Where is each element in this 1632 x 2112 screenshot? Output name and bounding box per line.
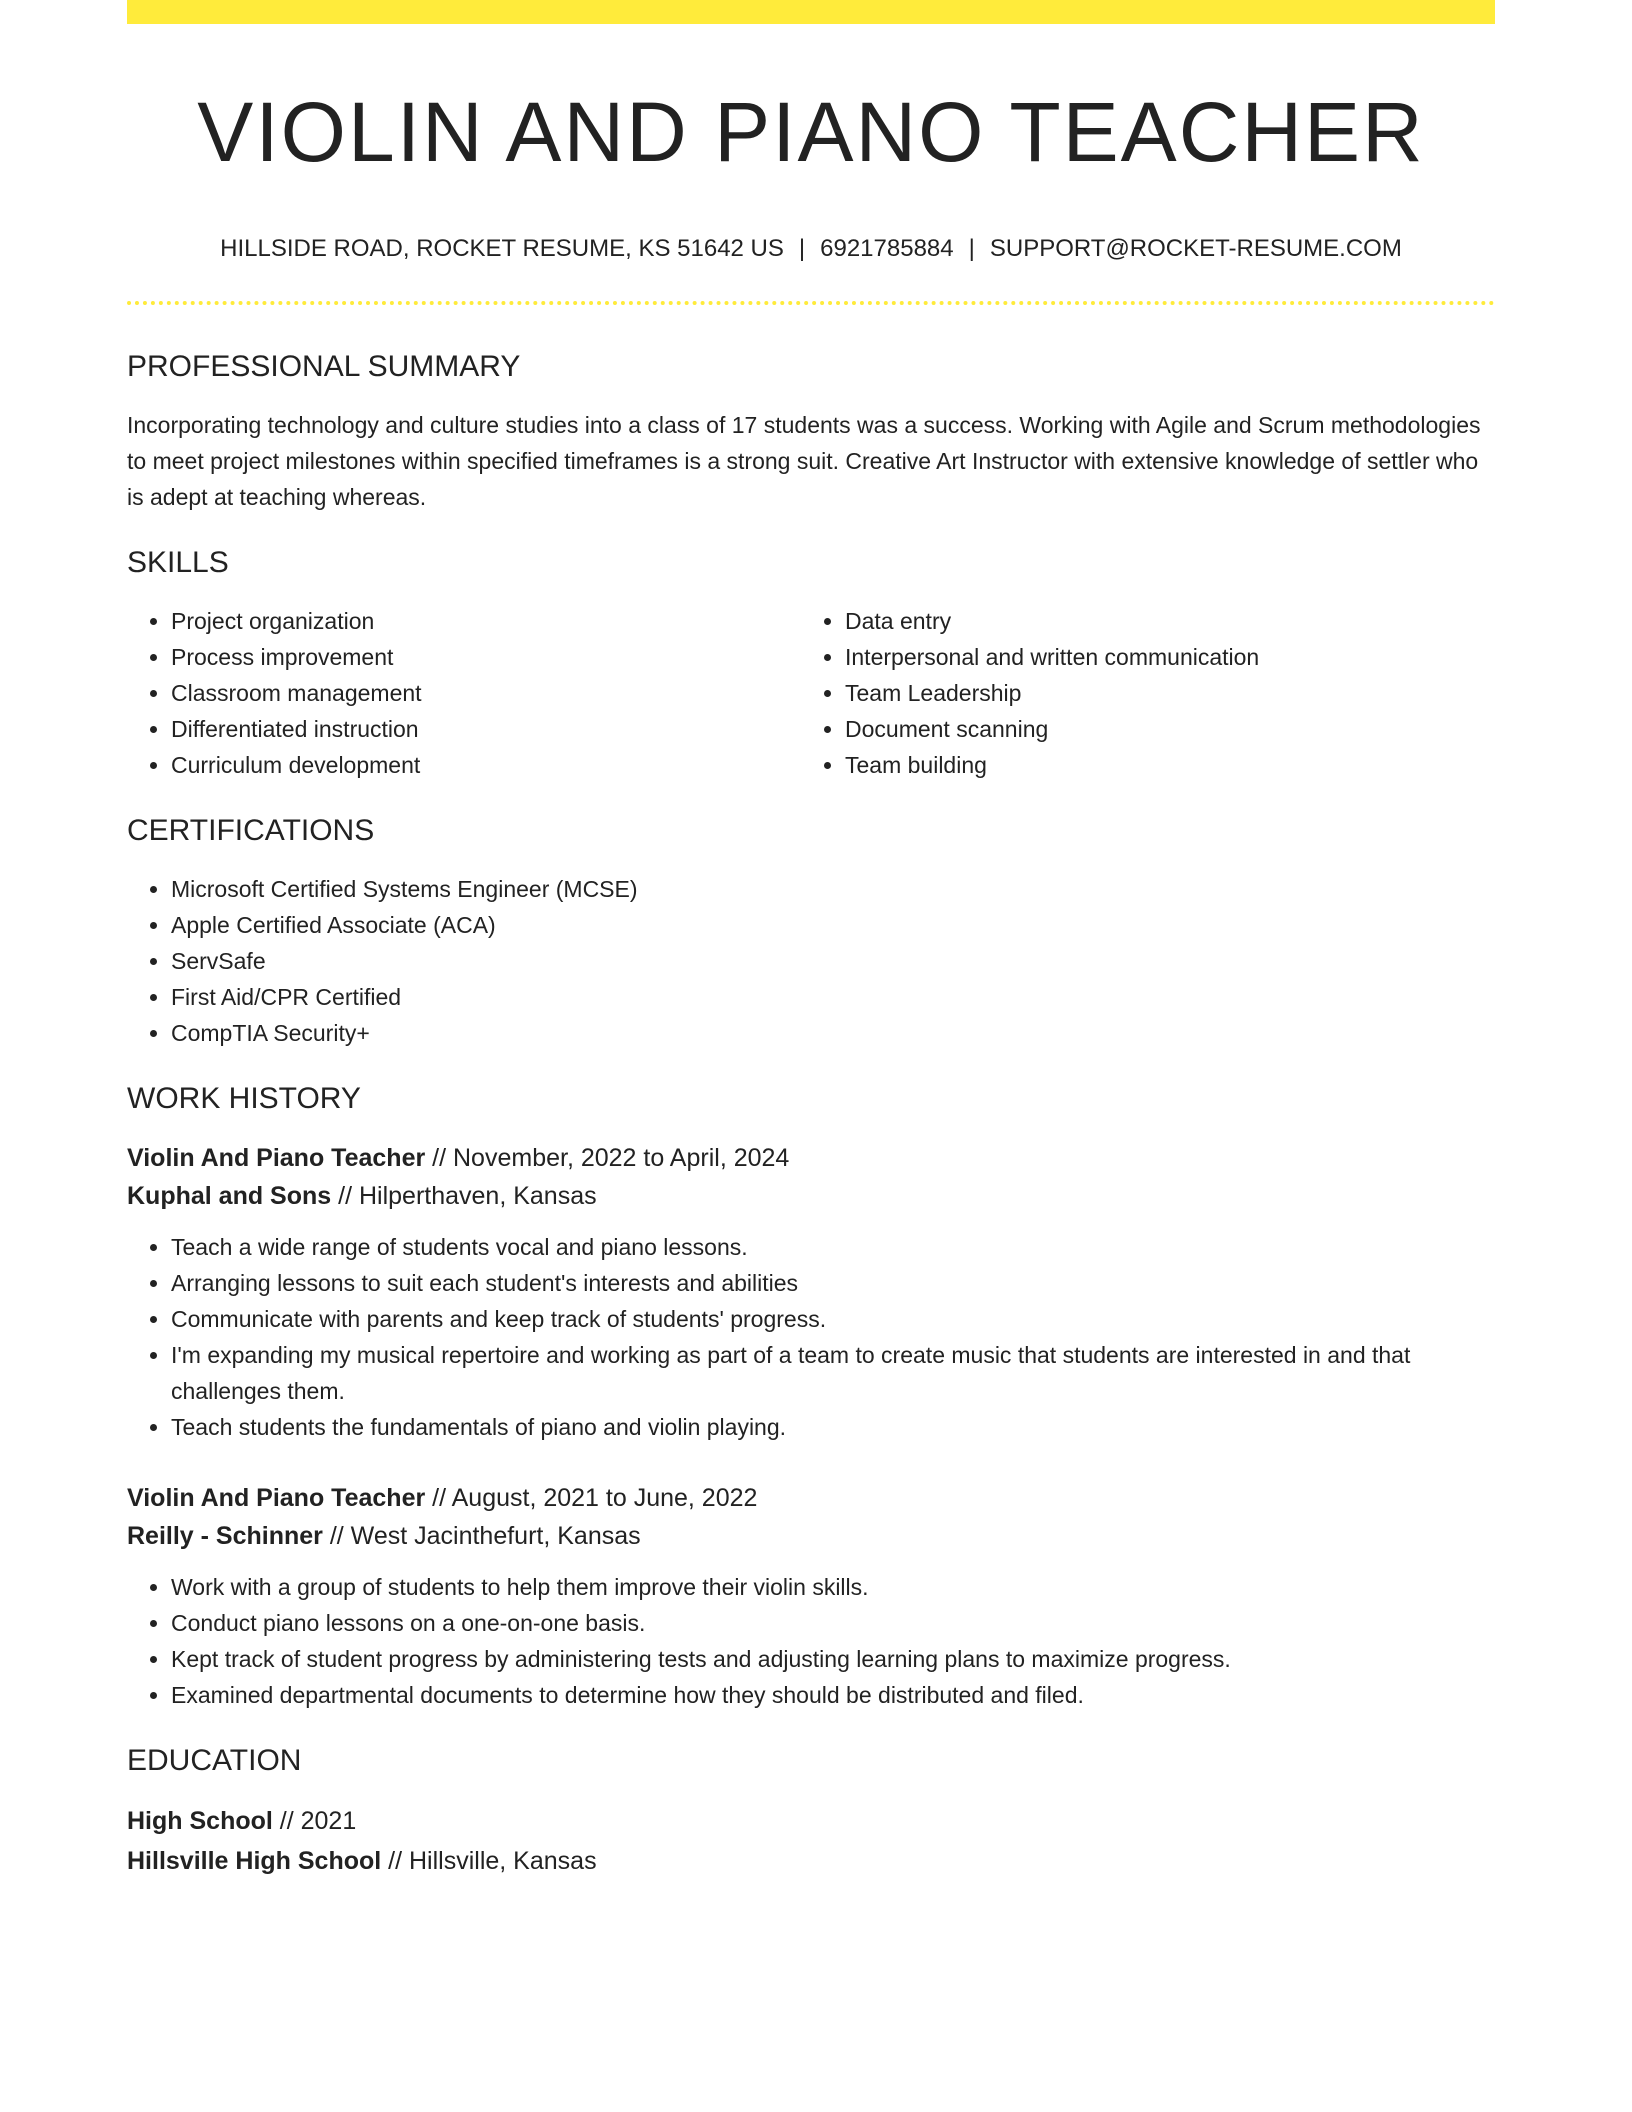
job-duty-item: • Teach a wide range of students vocal and piano lessons. xyxy=(171,1229,1495,1265)
job-company: Kuphal and Sons xyxy=(127,1182,332,1210)
contact-separator: | xyxy=(968,235,975,262)
summary-heading: PROFESSIONAL SUMMARY xyxy=(127,350,521,383)
certification-item: • Microsoft Certified Systems Engineer (MCSE) xyxy=(171,871,1495,907)
job-title-line xyxy=(127,1139,1495,1177)
skill-item: • Document scanning xyxy=(845,711,1475,747)
summary-text: Incorporating technology and culture studies into a class of 17 students was a success. Working with Agile and Scrum methodologies to meet project milestones within specified timeframes is a strong suit. Creative Art Instructor with extensive knowledge of settler who is adept at teaching whereas. xyxy=(127,412,1481,510)
job-location: // Hilperthaven, Kansas xyxy=(331,1182,597,1210)
resume-name: VIOLIN AND PIANO TEACHER xyxy=(197,85,1425,179)
job-company: Reilly - Schinner xyxy=(127,1522,323,1550)
skill-item: • Project organization xyxy=(171,603,801,639)
skills-heading: SKILLS xyxy=(127,546,229,579)
education-school-line xyxy=(127,1841,1495,1881)
skill-item: • Team Leadership xyxy=(845,675,1475,711)
job-duty-item: • Kept track of student progress by administering tests and adjusting learning plans to maximize progress. xyxy=(171,1641,1495,1677)
work-history-heading: WORK HISTORY xyxy=(127,1082,361,1115)
job-location: // West Jacinthefurt, Kansas xyxy=(322,1522,641,1550)
skill-item: • Process improvement xyxy=(171,639,801,675)
job-company-line xyxy=(127,1177,1495,1215)
skill-item: • Curriculum development xyxy=(171,747,801,783)
education-degree: High School xyxy=(127,1807,273,1835)
job-duty-item: • Examined departmental documents to determine how they should be distributed and filed. xyxy=(171,1677,1495,1713)
contact-address: HILLSIDE ROAD, ROCKET RESUME, KS 51642 US xyxy=(220,235,784,262)
certifications-list xyxy=(127,871,1495,1051)
education-location: // Hillsville, Kansas xyxy=(381,1847,597,1875)
skill-item: • Team building xyxy=(845,747,1475,783)
resume-page xyxy=(127,0,1495,1881)
skill-item: • Classroom management xyxy=(171,675,801,711)
job-role: Violin And Piano Teacher xyxy=(127,1144,426,1172)
job-title-line xyxy=(127,1479,1495,1517)
job-duties-list xyxy=(127,1569,1495,1713)
job-duty-item: • Communicate with parents and keep track of students' progress. xyxy=(171,1301,1495,1337)
certification-item: • Apple Certified Associate (ACA) xyxy=(171,907,1495,943)
job-duty-item: • Work with a group of students to help them improve their violin skills. xyxy=(171,1569,1495,1605)
education-school: Hillsville High School xyxy=(127,1847,382,1875)
skills-list-left xyxy=(127,603,801,783)
accent-top-bar xyxy=(127,0,1495,24)
certifications-heading: CERTIFICATIONS xyxy=(127,814,375,847)
contact-line xyxy=(127,234,1495,264)
education-degree-line xyxy=(127,1801,1495,1841)
skill-item: • Data entry xyxy=(845,603,1475,639)
job-company-line xyxy=(127,1517,1495,1555)
job-duty-item: • I'm expanding my musical repertoire and working as part of a team to create music that students are interested in and that challenges them. xyxy=(171,1337,1495,1409)
job-dates: // November, 2022 to April, 2024 xyxy=(425,1144,790,1172)
job-entry xyxy=(127,1139,1495,1445)
contact-phone: 6921785884 xyxy=(820,235,954,262)
skills-column-right xyxy=(801,603,1475,783)
certification-item: • First Aid/CPR Certified xyxy=(171,979,1495,1015)
header-divider xyxy=(127,301,1495,305)
certification-item: • ServSafe xyxy=(171,943,1495,979)
job-entry xyxy=(127,1479,1495,1713)
job-role: Violin And Piano Teacher xyxy=(127,1484,426,1512)
skill-item: • Differentiated instruction xyxy=(171,711,801,747)
skills-grid xyxy=(127,603,1495,783)
job-duty-item: • Arranging lessons to suit each student's interests and abilities xyxy=(171,1265,1495,1301)
certification-item: • CompTIA Security+ xyxy=(171,1015,1495,1051)
job-duty-item: • Teach students the fundamentals of piano and violin playing. xyxy=(171,1409,1495,1445)
skill-item: • Interpersonal and written communication xyxy=(845,639,1475,675)
skills-column-left xyxy=(127,603,801,783)
skills-list-right xyxy=(801,603,1475,783)
job-dates: // August, 2021 to June, 2022 xyxy=(425,1484,758,1512)
job-duties-list xyxy=(127,1229,1495,1445)
education-heading: EDUCATION xyxy=(127,1744,302,1777)
job-duty-item: • Conduct piano lessons on a one-on-one basis. xyxy=(171,1605,1495,1641)
education-year: // 2021 xyxy=(272,1807,357,1835)
contact-email: SUPPORT@ROCKET-RESUME.COM xyxy=(989,235,1402,262)
contact-separator: | xyxy=(798,235,806,262)
